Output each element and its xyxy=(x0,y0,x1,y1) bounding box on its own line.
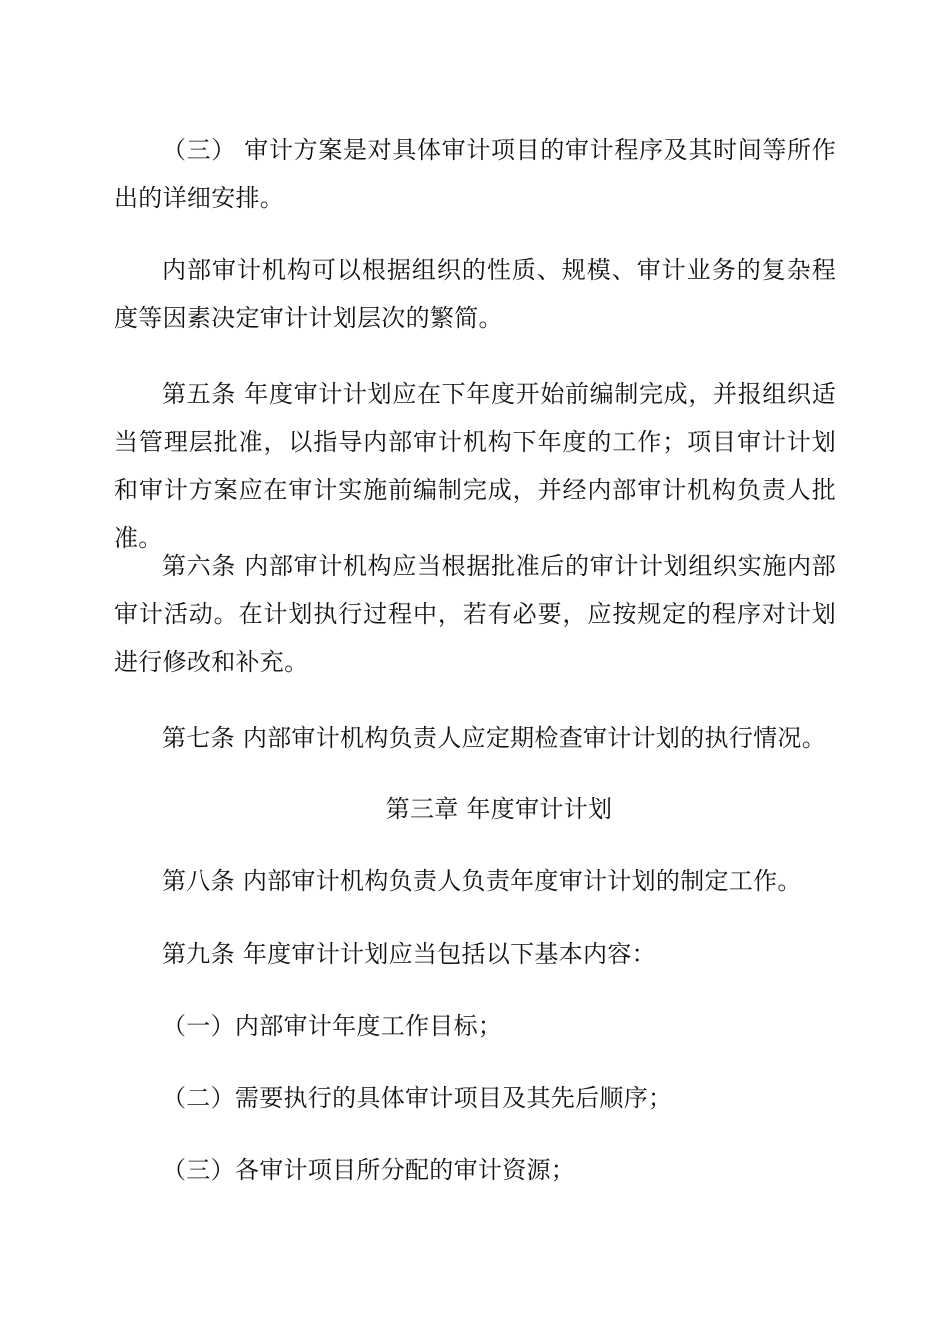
paragraph-article-7: 第七条 内部审计机构负责人应定期检查审计计划的执行情况。 xyxy=(162,724,827,752)
list-item-2: （二）需要执行的具体审计项目及其先后顺序； xyxy=(162,1084,673,1112)
paragraph-article-6: 第六条 内部审计机构应当根据批准后的审计计划组织实施内部审计活动。在计划执行过程中，若有必要，应按规定的程序对计划进行修改和补充。 xyxy=(114,552,836,676)
paragraph-article-5: 第五条 年度审计计划应在下年度开始前编制完成，并报组织适当管理层批准，以指导内部审计机构下年度的工作；项目审计计划和审计方案应在审计实施前编制完成，并经内部审计机构负责人批准。 xyxy=(114,380,836,552)
paragraph-plan-levels: 内部审计机构可以根据组织的性质、规模、审计业务的复杂程度等因素决定审计计划层次的繁简。 xyxy=(114,256,836,332)
list-item-3: （三）各审计项目所分配的审计资源； xyxy=(162,1156,576,1184)
paragraph-article-9: 第九条 年度审计计划应当包括以下基本内容： xyxy=(162,940,656,968)
chapter-heading: 第三章 年度审计计划 xyxy=(385,795,613,823)
paragraph-audit-plan-definition: （三） 审计方案是对具体审计项目的审计程序及其时间等所作出的详细安排。 xyxy=(114,136,836,212)
paragraph-article-8: 第八条 内部审计机构负责人负责年度审计计划的制定工作。 xyxy=(162,867,802,895)
list-item-1: （一）内部审计年度工作目标； xyxy=(162,1012,503,1040)
